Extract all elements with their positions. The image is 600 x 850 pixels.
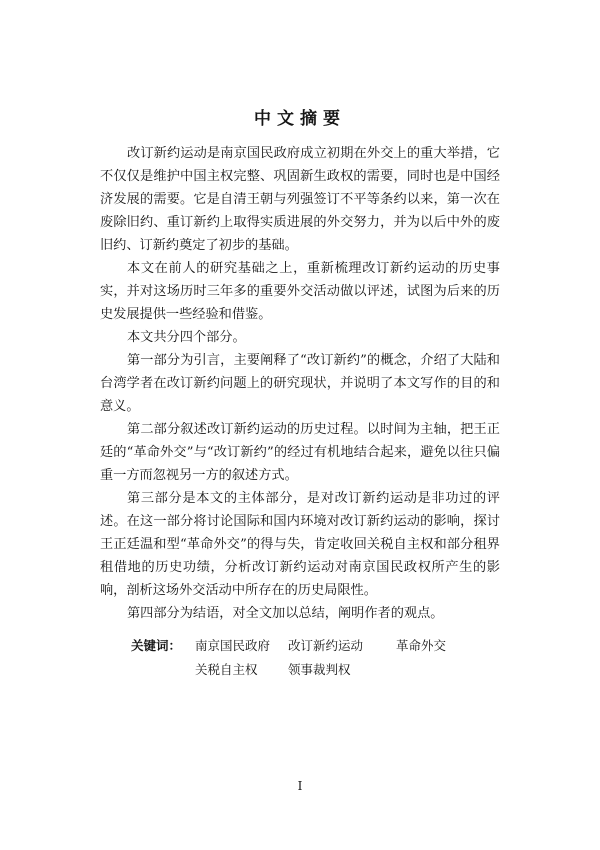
keywords-label: 关键词：	[131, 638, 182, 653]
keyword-item: 关税自主权	[195, 662, 258, 677]
paragraph-structure: 本文共分四个部分。	[127, 330, 246, 345]
keyword-item: 南京国民政府	[195, 638, 271, 653]
paragraph-intro: 改订新约运动是南京国民政府成立初期在外交上的重大举措，它不仅仅是维护中国主权完整、巩固新生政权的需要，同时也是中国经济发展的需要。它是自清王朝与列强签订不平等条约以来，第一次在废除旧约、重订新约上取得实质进展的外交努力，并为以后中外的废旧约、订新约奠定了初步的基础。	[100, 146, 500, 253]
paragraph-part-three: 第三部分是本文的主体部分，是对改订新约运动是非功过的评述。在这一部分将讨论国际和国内环境对改订新约运动的影响，探讨王正廷温和型“革命外交”的得与失，肯定收回关税自主权和部分租界租借地的历史功绩，分析改订新约运动对南京国民政权所产生的影响，剖析这场外交活动中所存在的历史局限性。	[100, 491, 500, 598]
keyword-item: 革命外交	[396, 638, 447, 653]
keyword-item: 领事裁判权	[288, 662, 351, 677]
abstract-body	[100, 142, 500, 625]
paragraph-part-two: 第二部分叙述改订新约运动的历史过程。以时间为主轴，把王正廷的“革命外交”与“改订新约”的经过有机地结合起来，避免以往只偏重一方而忽视另一方的叙述方式。	[100, 422, 500, 483]
paragraph-part-four: 第四部分为结语，对全文加以总结，阐明作者的观点。	[127, 606, 444, 621]
page-number: I	[297, 779, 303, 793]
abstract-title: 中文摘要	[254, 109, 346, 129]
paragraph-purpose: 本文在前人的研究基础之上，重新梳理改订新约运动的历史事实，并对这场历时三年多的重要外交活动做以评述，试图为后来的历史发展提供一些经验和借鉴。	[100, 261, 500, 322]
paragraph-part-one: 第一部分为引言，主要阐释了“改订新约”的概念，介绍了大陆和台湾学者在改订新约问题上的研究现状，并说明了本文写作的目的和意义。	[100, 353, 500, 414]
keyword-item: 改订新约运动	[288, 638, 364, 653]
